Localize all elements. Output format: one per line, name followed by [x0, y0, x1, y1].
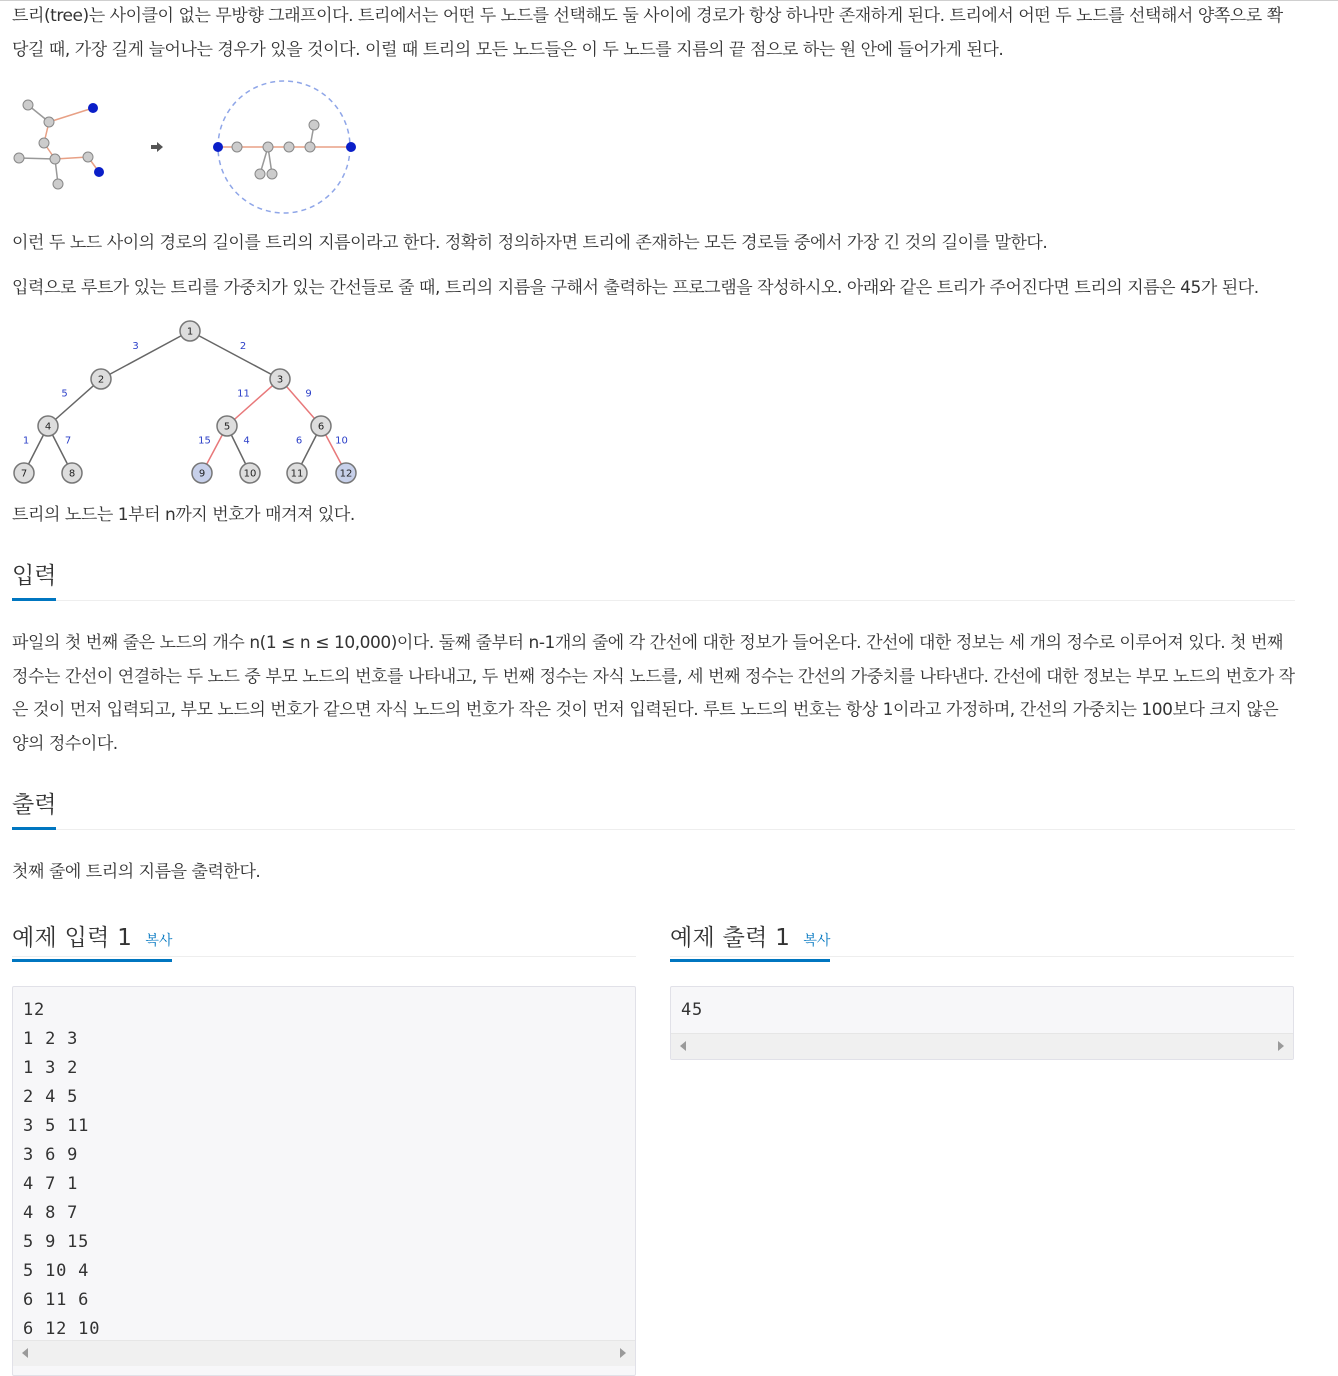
- sample-input-scrollbar[interactable]: [13, 1340, 635, 1366]
- tree-node-label: 4: [44, 421, 52, 433]
- sample-output-header: [670, 915, 1294, 957]
- tree-node-7: [14, 463, 34, 483]
- tree-edge-1-3: [190, 331, 280, 379]
- tree-node-10: [240, 463, 260, 483]
- sample-input-tab: [12, 915, 172, 962]
- edge-weight-label: 10: [335, 435, 348, 447]
- tree-node-label: 2: [97, 374, 105, 386]
- edge-weight-label: 9: [305, 388, 312, 400]
- output-section-title: 출력: [12, 788, 56, 830]
- node-numbering-note: 트리의 노드는 1부터 n까지 번호가 매겨져 있다.: [12, 505, 355, 525]
- sample-input-box[interactable]: [12, 986, 636, 1376]
- tree-node-label: 10: [243, 468, 257, 480]
- input-section-body: 파일의 첫 번째 줄은 노드의 개수 n(1 ≤ n ≤ 10,000)이다. 둘째 줄부터 n-1개의 줄에 각 간선에 대한 정보가 들어온다. 간선에 대한 정보는 세 개의 정수로 이루어져 있다. 첫 번째 정수는 간선이 연결하는 두 노드 중 부모 노드의 번호를 나타내고, 두 번째 정수는 자식 노드를, 세 번째 정수는 간선의 가중치를 나타낸다. 간선에 대한 정보는 부모 노드의 번호가 작은 것이 먼저 입력되고, 부모 노드의 번호가 같으면 자식 노드의 번호가 작은 것이 먼저 입력된다. 루트 노드의 번호는 항상 1이라고 가정하며, 간선의 가중치는 100보다 크지 않은 양의 정수이다.: [12, 633, 1295, 754]
- sample-output-copy-button[interactable]: 복사: [803, 933, 831, 949]
- tree-node-label: 11: [290, 468, 304, 480]
- tree-edge-1-2: [101, 331, 190, 379]
- tree-node-8: [62, 463, 82, 483]
- tree-stretch-illustration: [0, 71, 380, 221]
- sample-input-content[interactable]: 12 1 2 3 1 3 2 2 4 5 3 5 11 3 6 9 4 7 1 4 8 7 5 9 15 5 10 4 6 11 6 6 12 10: [23, 1000, 101, 1339]
- input-section-header: [12, 559, 1295, 601]
- sample-output-box[interactable]: [670, 986, 1294, 1060]
- tree-node-label: 1: [186, 326, 194, 338]
- edge-weight-label: 5: [61, 388, 68, 400]
- tree-node-12: [336, 463, 356, 483]
- tree-node-label: 12: [339, 468, 353, 480]
- input-section-title: 입력: [12, 559, 56, 601]
- output-section-header: [12, 788, 1295, 830]
- edge-weight-label: 3: [132, 341, 139, 352]
- edge-weight-label: 1: [22, 435, 30, 447]
- tree-node-label: 3: [276, 374, 284, 386]
- tree-node-label: 5: [223, 421, 231, 433]
- tree-node-label: 7: [20, 468, 28, 480]
- tree-node-3: [270, 369, 290, 389]
- edge-weight-label: 11: [237, 388, 250, 400]
- sample-input-header: [12, 915, 636, 957]
- output-section-body: 첫째 줄에 트리의 지름을 출력한다.: [12, 862, 261, 882]
- tree-node-9: [192, 463, 212, 483]
- scroll-left-icon[interactable]: [22, 1348, 28, 1358]
- sample-output-tab: [670, 915, 830, 962]
- tree-left-drawing: [14, 100, 104, 189]
- tree-node-label: 8: [68, 468, 76, 480]
- tree-node-6: [311, 416, 331, 436]
- tree-node-4: [38, 416, 58, 436]
- edge-weight-label: 2: [239, 341, 247, 352]
- edge-weight-label: 7: [64, 435, 72, 447]
- problem-task: 입력으로 루트가 있는 트리를 가중치가 있는 간선들로 줄 때, 트리의 지름을 구해서 출력하는 프로그램을 작성하시오. 아래와 같은 트리가 주어진다면 트리의 지름은 45가 된다.: [12, 278, 1259, 298]
- sample-input-title: 예제 입력 1: [12, 925, 133, 951]
- tree-node-11: [287, 463, 307, 483]
- sample-input-copy-button[interactable]: 복사: [145, 933, 173, 949]
- scroll-left-icon[interactable]: [680, 1041, 686, 1051]
- sample-output-title: 예제 출력 1: [670, 925, 791, 951]
- scroll-right-icon[interactable]: [1278, 1041, 1284, 1051]
- edge-weight-label: 4: [243, 435, 250, 447]
- problem-intro: 트리(tree)는 사이클이 없는 무방향 그래프이다. 트리에서는 어떤 두 노드를 선택해도 둘 사이에 경로가 항상 하나만 존재하게 된다. 트리에서 어떤 두 노드를 선택해서 양쪽으로 쫙 당길 때, 가장 길게 늘어나는 경우가 있을 것이다. 이럴 때 트리의 모든 노드들은 이 두 노드를 지름의 끝 점으로 하는 원 안에 들어가게 된다.: [12, 6, 1283, 60]
- sample-output-scrollbar[interactable]: [671, 1033, 1293, 1059]
- tree-node-label: 6: [317, 421, 325, 433]
- tree-node-1: [180, 321, 200, 341]
- scroll-right-icon[interactable]: [620, 1348, 626, 1358]
- weighted-tree-diagram: [0, 311, 380, 491]
- tree-node-5: [217, 416, 237, 436]
- tree-in-circle-drawing: [213, 81, 356, 213]
- sample-output-content[interactable]: 45: [681, 1000, 704, 1020]
- arrow-right-icon: [151, 142, 163, 152]
- tree-node-label: 9: [198, 468, 206, 480]
- problem-definition: 이런 두 노드 사이의 경로의 길이를 트리의 지름이라고 한다. 정확히 정의하자면 트리에 존재하는 모든 경로들 중에서 가장 긴 것의 길이를 말한다.: [12, 233, 1048, 253]
- tree-node-2: [91, 369, 111, 389]
- edge-weight-label: 15: [198, 435, 211, 447]
- edge-weight-label: 6: [295, 435, 303, 447]
